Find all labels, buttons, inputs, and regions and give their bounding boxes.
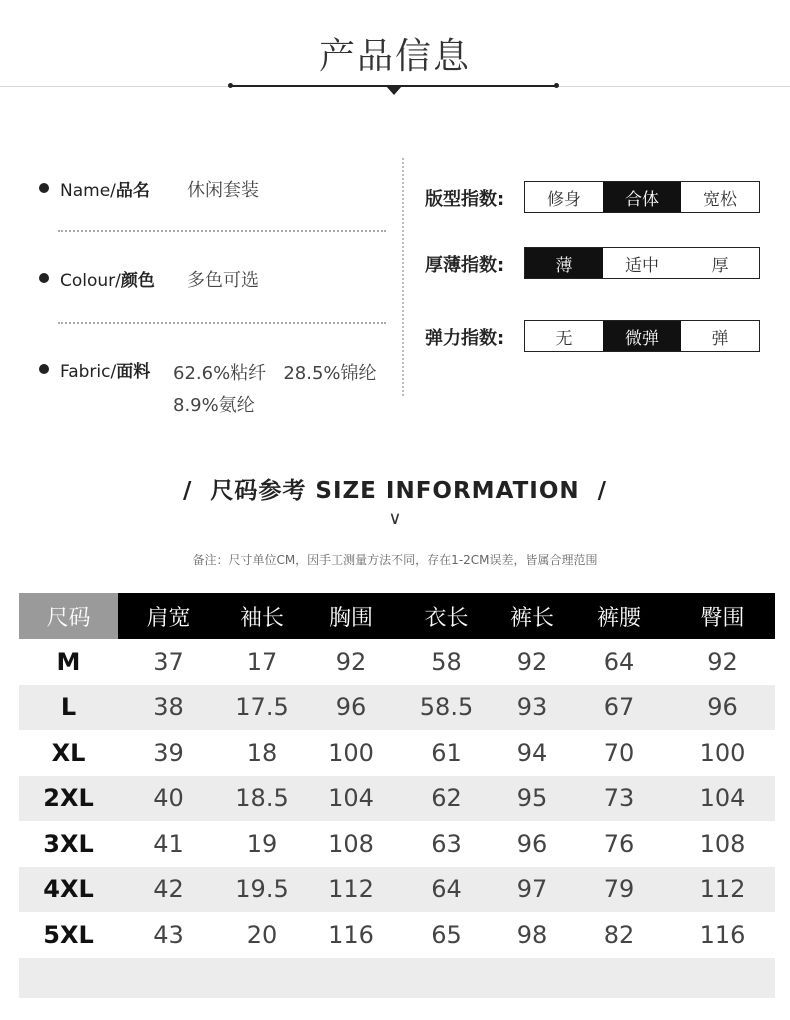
dotted-divider (58, 322, 386, 324)
table-cell: 108 (328, 829, 374, 858)
table-cell: 40 (118, 776, 219, 822)
thickness-option-medium: 适中 (625, 255, 659, 276)
stretch-index-label: 弹力指数: (425, 328, 505, 349)
info-value-fabric-line2: 8.9%氨纶 (173, 395, 255, 416)
fit-index-label: 版型指数: (425, 189, 505, 210)
chevron-down-icon: ∨ (388, 508, 402, 529)
fit-index-selector (524, 181, 760, 213)
table-cell: 37 (153, 647, 184, 676)
table-row (19, 776, 775, 822)
table-cell: 42 (118, 867, 219, 913)
table-cell: 64 (603, 647, 635, 676)
table-cell: 18 (246, 738, 278, 767)
table-row (19, 730, 775, 776)
table-cell: 73 (568, 776, 670, 822)
header-cell: 尺码 (19, 593, 118, 639)
ornament-dot-left (228, 83, 233, 88)
info-key-fabric: Fabric/面料 (60, 362, 151, 382)
dotted-divider (58, 230, 386, 232)
stretch-option-none: 无 (555, 328, 573, 349)
header-cell: 裤长 (496, 593, 568, 639)
info-key-name: Name/品名 (60, 181, 150, 201)
table-cell: 41 (153, 829, 184, 858)
table-cell: 18.5 (219, 776, 305, 822)
table-cell: 17.5 (219, 685, 305, 731)
info-value-colour: 多色可选 (187, 270, 259, 291)
stretch-option-stretch: 弹 (711, 328, 729, 349)
size-cell: 3XL (43, 829, 94, 858)
table-cell: 116 (328, 920, 374, 949)
stretch-index-selector (524, 320, 760, 352)
bullet-icon (39, 273, 49, 283)
table-cell: 97 (496, 867, 568, 913)
table-cell: 43 (153, 920, 184, 949)
table-cell: 104 (670, 776, 775, 822)
table-cell: 79 (568, 867, 670, 913)
table-cell: 96 (670, 685, 775, 731)
table-cell: 64 (397, 867, 496, 913)
table-cell: 70 (603, 738, 635, 767)
table-cell: 63 (431, 829, 462, 858)
table-cell: 95 (496, 776, 568, 822)
table-cell: 104 (305, 776, 397, 822)
thickness-index-selector (524, 247, 760, 279)
header-cell: 臀围 (670, 593, 775, 639)
empty-cell (19, 958, 775, 998)
thickness-option-thin: 薄 (525, 248, 603, 278)
info-key-colour: Colour/颜色 (60, 271, 155, 291)
table-cell: 58.5 (397, 685, 496, 731)
table-cell: 92 (516, 647, 548, 676)
table-cell: 96 (516, 829, 548, 858)
header-cell: 胸围 (305, 593, 397, 639)
thickness-option-thick: 厚 (711, 255, 729, 276)
size-cell: XL (51, 738, 86, 767)
info-value-name: 休闲套装 (187, 180, 259, 201)
table-cell: 96 (305, 685, 397, 731)
size-cell: 4XL (19, 867, 118, 913)
table-header-row (19, 593, 775, 639)
header-cell: 裤腰 (568, 593, 670, 639)
bullet-icon (39, 364, 49, 374)
header-cell: 肩宽 (118, 593, 219, 639)
table-cell: 67 (568, 685, 670, 731)
fit-option-regular: 合体 (603, 182, 681, 212)
page-title: 产品信息 (318, 36, 471, 77)
size-table (19, 593, 775, 998)
fit-option-slim: 修身 (547, 189, 581, 210)
table-cell: 112 (670, 867, 775, 913)
fit-option-loose: 宽松 (703, 189, 737, 210)
table-row (19, 821, 775, 867)
table-cell: 19 (246, 829, 278, 858)
table-cell: 92 (707, 647, 738, 676)
size-note: 备注：尺寸单位CM，因手工测量方法不同，存在1-2CM误差，皆属合理范围 (192, 553, 598, 567)
header-cell: 衣长 (397, 593, 496, 639)
table-empty-row (19, 958, 775, 998)
size-cell: L (19, 685, 118, 731)
header-cell: 袖长 (219, 593, 305, 639)
vertical-dotted-divider (402, 158, 404, 396)
table-cell: 38 (118, 685, 219, 731)
table-cell: 17 (246, 647, 278, 676)
size-cell: 5XL (43, 920, 94, 949)
table-cell: 92 (335, 647, 367, 676)
ornament-dot-right (554, 83, 559, 88)
table-cell: 93 (496, 685, 568, 731)
table-cell: 58 (431, 647, 462, 676)
table-cell: 61 (431, 738, 462, 767)
table-cell: 20 (246, 920, 278, 949)
table-cell: 39 (153, 738, 184, 767)
table-cell: 108 (699, 829, 746, 858)
size-section-title: / 尺码参考 SIZE INFORMATION / (182, 478, 608, 504)
table-row (19, 685, 775, 731)
ornament-triangle-icon (386, 86, 402, 95)
table-cell: 76 (603, 829, 635, 858)
table-row (19, 867, 775, 913)
table-cell: 62 (397, 776, 496, 822)
thickness-index-label: 厚薄指数: (425, 255, 505, 276)
bullet-icon (39, 183, 49, 193)
table-row (19, 912, 775, 958)
table-cell: 100 (699, 738, 746, 767)
table-cell: 19.5 (219, 867, 305, 913)
table-cell: 112 (305, 867, 397, 913)
table-cell: 82 (603, 920, 635, 949)
size-cell: M (56, 647, 81, 676)
info-value-fabric: 62.6%粘纤 28.5%锦纶 (173, 363, 377, 384)
stretch-option-slight: 微弹 (603, 321, 681, 351)
table-cell: 94 (516, 738, 548, 767)
table-cell: 100 (328, 738, 374, 767)
table-cell: 98 (516, 920, 548, 949)
table-cell: 65 (431, 920, 462, 949)
table-cell: 116 (699, 920, 746, 949)
size-cell: 2XL (19, 776, 118, 822)
table-row (19, 639, 775, 685)
